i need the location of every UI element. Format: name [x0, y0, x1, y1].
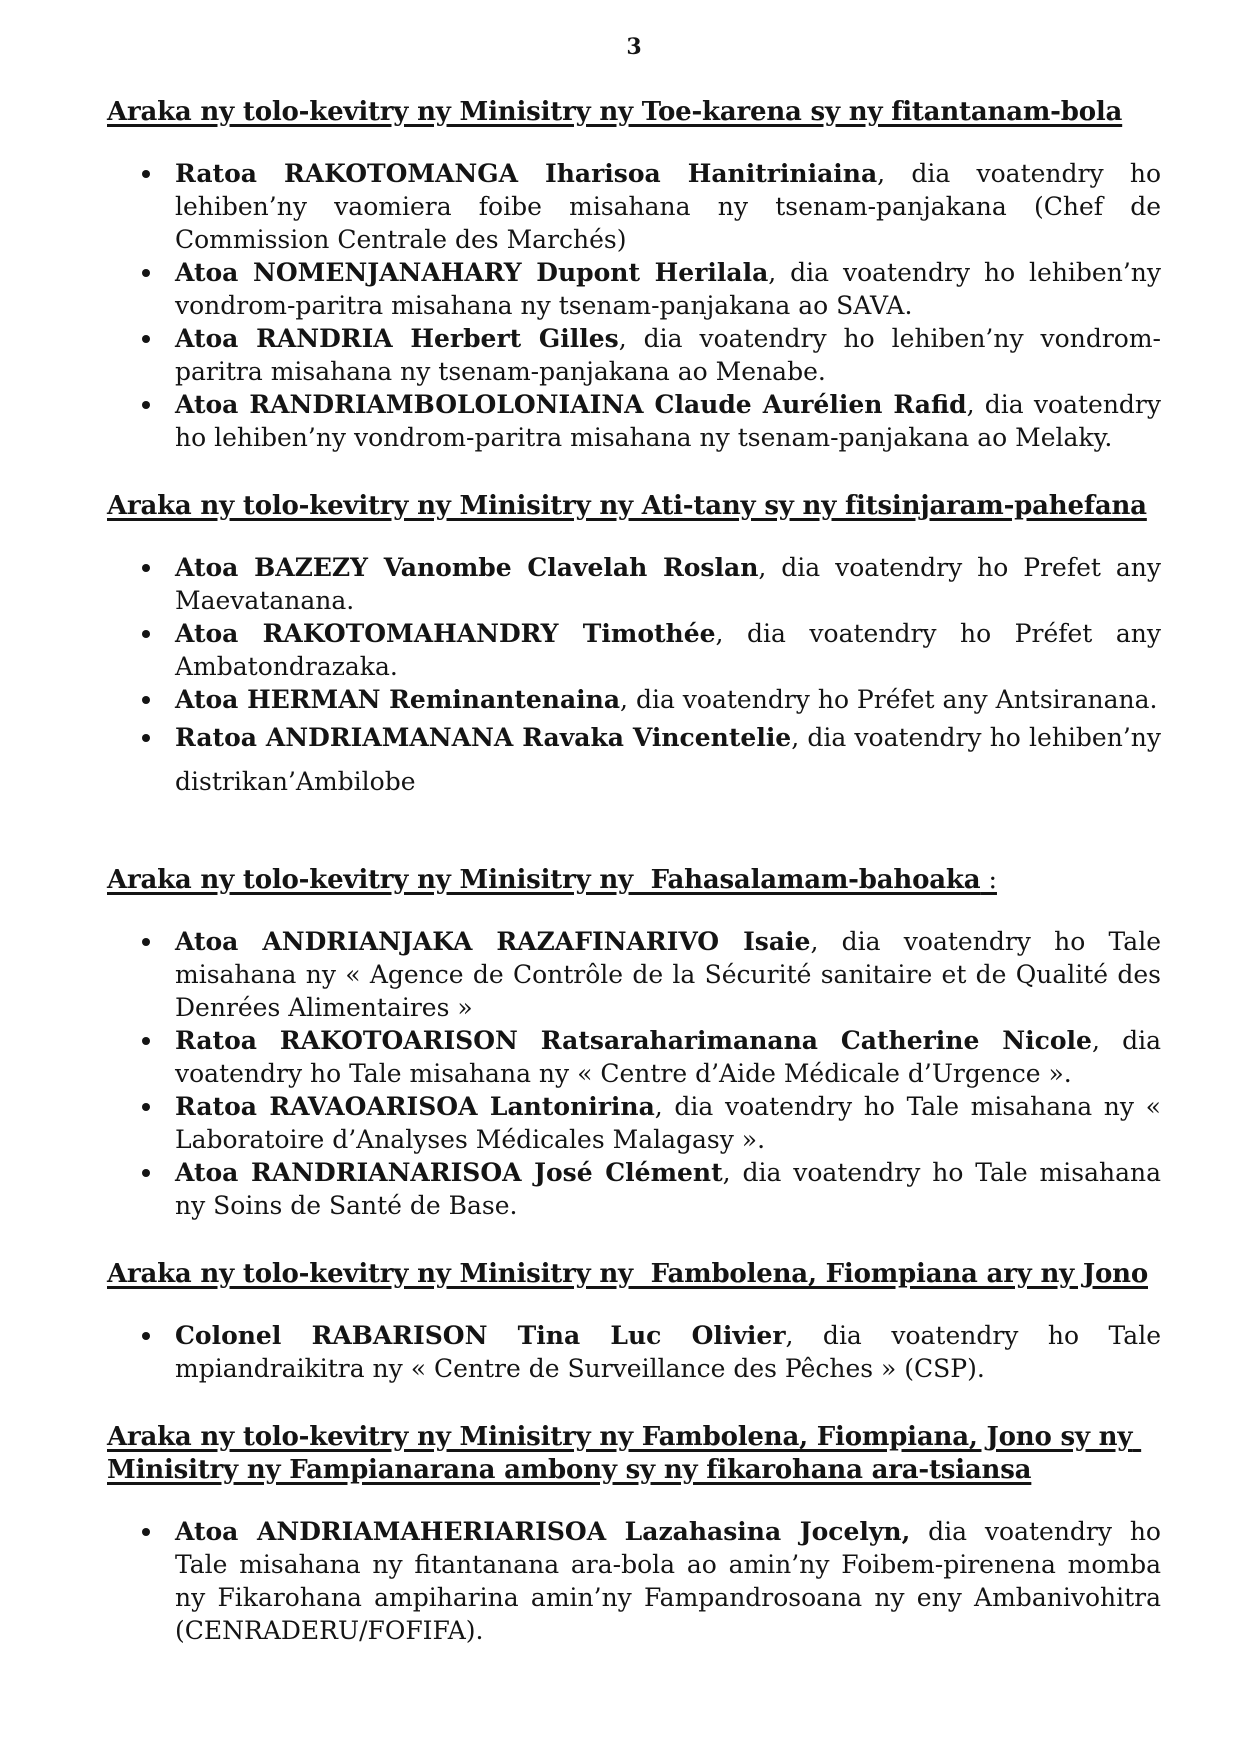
- section-heading: [107, 96, 1161, 129]
- section-heading: [107, 1258, 1161, 1291]
- appointment-text: , dia voatendry ho Prefet any Maevatanana.: [175, 553, 1161, 615]
- appointee-name: Colonel RABARISON Tina Luc Olivier: [175, 1321, 786, 1350]
- section-agriculture-fisheries: [107, 1258, 1161, 1385]
- section-heading-text: Araka ny tolo-kevitry ny Minisitry ny Ati-tany sy ny fitsinjaram-pahefana: [107, 491, 1147, 521]
- appointee-name: Atoa RANDRIANARISOA José Clément: [175, 1158, 723, 1187]
- section-interior-decentralization: [107, 490, 1161, 804]
- list-item: [175, 617, 1161, 683]
- appointment-text: , dia voatendry ho lehiben’ny vondrom-paritra misahana ny tsenam-panjakana ao Melaky.: [175, 390, 1162, 452]
- section-heading-colon: :: [980, 865, 997, 895]
- list-item: [175, 1156, 1161, 1222]
- list-item: [175, 925, 1161, 1024]
- section-heading: [107, 1421, 1161, 1487]
- appointee-name: Ratoa RAKOTOMANGA Iharisoa Hanitriniaina: [175, 159, 878, 188]
- list-item: [175, 1515, 1161, 1647]
- appointee-name: Atoa RANDRIA Herbert Gilles: [175, 324, 619, 353]
- list-item: [175, 1024, 1161, 1090]
- section-heading-text: Araka ny tolo-kevitry ny Minisitry ny Toe-karena sy ny fitantanam-bola: [107, 97, 1123, 127]
- section-heading: [107, 490, 1161, 523]
- appointee-name: Ratoa RAVAOARISOA Lantonirina: [175, 1092, 655, 1121]
- section-heading-text: Araka ny tolo-kevitry ny Minisitry ny Fahasalamam-bahoaka: [107, 865, 981, 895]
- list-item: [175, 1090, 1161, 1156]
- appointment-text: , dia voatendry ho lehiben’ny vondrom-paritra misahana ny tsenam-panjakana ao SAVA.: [175, 258, 1161, 320]
- appointee-name: Atoa ANDRIANJAKA RAZAFINARIVO Isaie: [175, 927, 811, 956]
- appointment-text: , dia voatendry ho lehiben’ny distrikan’Ambilobe: [175, 723, 1161, 796]
- appointee-name: Atoa BAZEZY Vanombe Clavelah Roslan: [175, 553, 759, 582]
- list-item: [175, 322, 1161, 388]
- list-item: [175, 256, 1161, 322]
- appointment-text: , dia voatendry ho Tale misahana ny « Centre d’Aide Médicale d’Urgence ».: [175, 1026, 1161, 1088]
- list-item: [175, 157, 1161, 256]
- appointment-text: , dia voatendry ho Tale mpiandraikitra ny « Centre de Surveillance des Pêches » (CSP).: [175, 1321, 1161, 1383]
- list-item: [175, 551, 1161, 617]
- section-economy-finance: [107, 96, 1161, 454]
- appointment-text: , dia voatendry ho Tale misahana ny « Agence de Contrôle de la Sécurité sanitaire et de Qualité des Denrées Alimentaires »: [175, 927, 1161, 1022]
- appointee-name: Atoa ANDRIAMAHERIARISOA Lazahasina Jocelyn,: [175, 1517, 911, 1546]
- appointee-name: Atoa NOMENJANAHARY Dupont Herilala: [175, 258, 769, 287]
- appointee-name: Atoa RANDRIAMBOLOLONIAINA Claude Aurélien Rafid: [175, 390, 967, 419]
- appointment-text: , dia voatendry ho Tale misahana ny « Laboratoire d’Analyses Médicales Malagasy ».: [175, 1092, 1161, 1154]
- appointment-list: [107, 1515, 1161, 1647]
- appointment-list: [107, 157, 1161, 454]
- section-heading-text: Araka ny tolo-kevitry ny Minisitry ny Fambolena, Fiompiana ary ny Jono: [107, 1259, 1148, 1289]
- appointment-text: , dia voatendry ho Tale misahana ny Soins de Santé de Base.: [175, 1158, 1161, 1220]
- section-public-health: [107, 864, 1161, 1222]
- list-item: [175, 388, 1161, 454]
- page-number: 3: [626, 34, 642, 60]
- appointment-list: [107, 551, 1161, 804]
- appointment-list: [107, 925, 1161, 1222]
- section-heading-text: Araka ny tolo-kevitry ny Minisitry ny Fambolena, Fiompiana, Jono sy ny Minisitry ny Fampianarana ambony sy ny fikarohana ara-tsiansa: [107, 1422, 1142, 1485]
- section-agriculture-higher-education: [107, 1421, 1161, 1647]
- appointee-name: Atoa HERMAN Reminantenaina: [175, 685, 621, 714]
- list-item: [175, 683, 1161, 716]
- appointment-list: [107, 1319, 1161, 1385]
- appointment-text: , dia voatendry ho Préfet any Antsiranana.: [620, 685, 1158, 714]
- appointment-text: , dia voatendry ho lehiben’ny vondrom-paritra misahana ny tsenam-panjakana ao Menabe.: [175, 324, 1161, 386]
- section-heading: [107, 864, 1161, 897]
- appointee-name: Atoa RAKOTOMAHANDRY Timothée: [175, 619, 716, 648]
- appointment-text: , dia voatendry ho Préfet any Ambatondrazaka.: [175, 619, 1161, 681]
- list-item: [175, 1319, 1161, 1385]
- appointment-text: , dia voatendry ho lehiben’ny vaomiera foibe misahana ny tsenam-panjakana (Chef de Commission Centrale des Marchés): [175, 159, 1161, 254]
- appointee-name: Ratoa ANDRIAMANANA Ravaka Vincentelie: [175, 723, 792, 752]
- appointment-text: dia voatendry ho Tale misahana ny fitantanana ara-bola ao amin’ny Foibem-pirenena momba ny Fikarohana ampiharina amin’ny Fampandrosoana ny eny Ambanivohitra (CENRADERU/FOFIFA).: [175, 1517, 1161, 1645]
- list-item: [175, 716, 1161, 804]
- appointee-name: Ratoa RAKOTOARISON Ratsaraharimanana Catherine Nicole: [175, 1026, 1092, 1055]
